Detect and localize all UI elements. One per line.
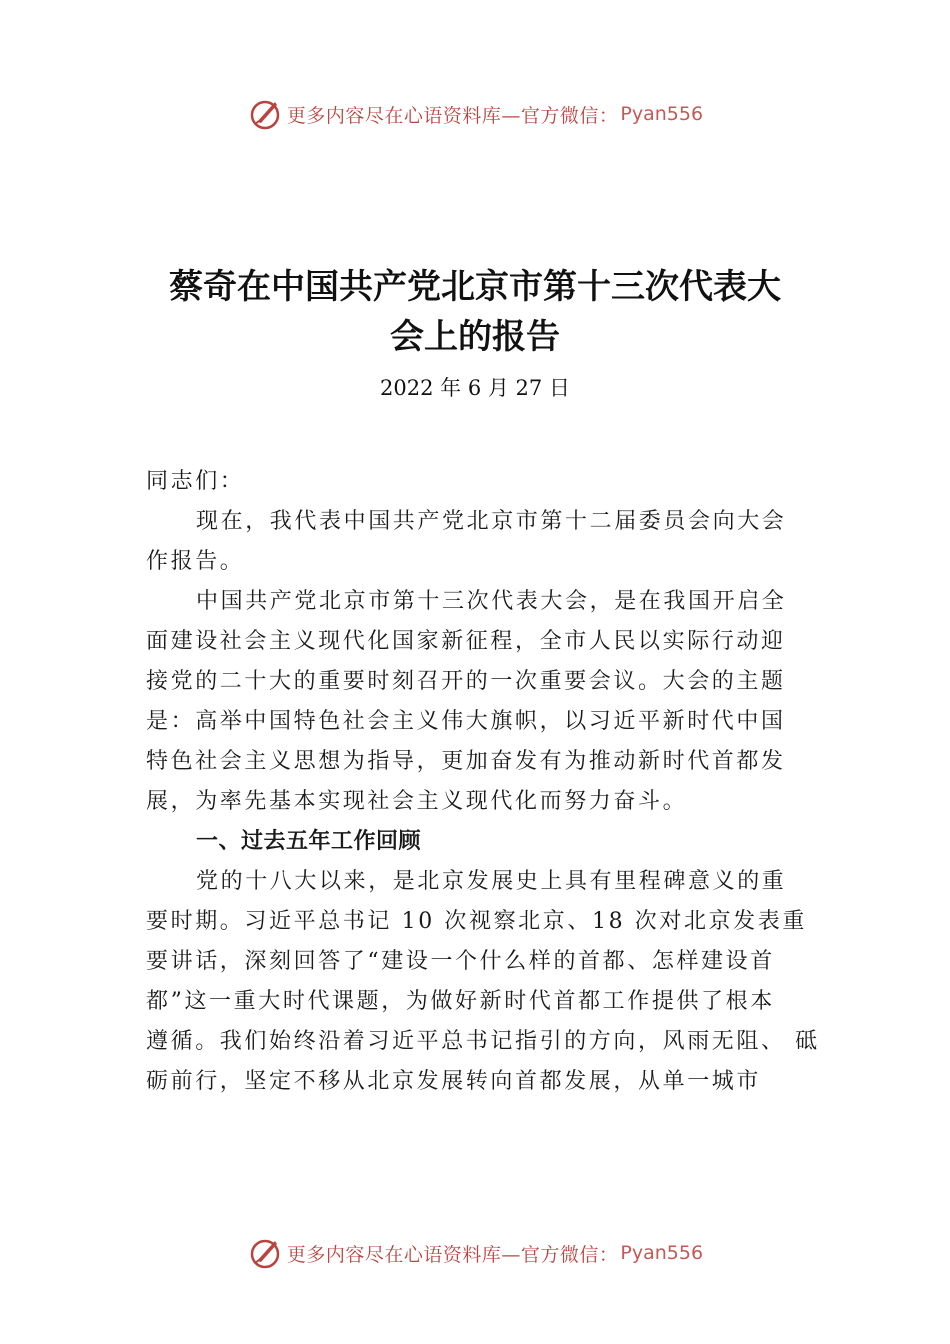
- title-line-1: 蔡奇在中国共产党北京市第十三次代表大: [169, 267, 781, 307]
- paragraph-line: 要讲话，深刻回答了“建设一个什么样的首都、怎样建设首: [146, 949, 775, 974]
- quill-seal-logo-icon: [247, 96, 283, 132]
- watermark-text: 更多内容尽在心语资料库—官方微信：: [286, 1243, 619, 1266]
- watermark-wechat-id: Pyan556: [620, 1242, 704, 1264]
- watermark-text: 更多内容尽在心语资料库—官方微信：: [286, 104, 619, 127]
- document-date: 2022 年 6 月 27 日: [380, 376, 570, 400]
- paragraph-line: 展，为率先基本实现社会主义现代化而努力奋斗。: [146, 789, 688, 814]
- section-heading: 一、过去五年工作回顾: [196, 829, 422, 854]
- paragraph-line: 作报告。: [146, 549, 245, 574]
- watermark-wechat-id: Pyan556: [620, 103, 704, 125]
- paragraph-line: 中国共产党北京市第十三次代表大会，是在我国开启全: [196, 589, 787, 614]
- bottom-watermark-banner: [0, 1233, 950, 1273]
- paragraph-line: 要时期。习近平总书记 10 次视察北京、18 次对北京发表重: [146, 909, 807, 934]
- title-line-2: 会上的报告: [390, 317, 560, 357]
- paragraph-line: 党的十八大以来，是北京发展史上具有里程碑意义的重: [196, 869, 787, 894]
- salutation: 同志们：: [146, 469, 245, 494]
- document-title: [140, 262, 810, 362]
- document-body: [146, 462, 820, 1102]
- top-watermark-banner: [0, 94, 950, 134]
- paragraph-line: 都”这一重大时代课题，为做好新时代首都工作提供了根本: [146, 989, 775, 1014]
- paragraph-line: 接党的二十大的重要时刻召开的一次重要会议。大会的主题: [146, 669, 786, 694]
- paragraph-line: 遵循。我们始终沿着习近平总书记指引的方向，风雨无阻、 砥: [146, 1029, 820, 1054]
- paragraph-line: 特色社会主义思想为指导，更加奋发有为推动新时代首都发: [146, 749, 786, 774]
- paragraph-line: 砺前行，坚定不移从北京发展转向首都发展，从单一城市: [146, 1069, 762, 1094]
- quill-seal-logo-icon: [247, 1235, 283, 1271]
- paragraph-line: 面建设社会主义现代化国家新征程，全市人民以实际行动迎: [146, 629, 786, 654]
- paragraph-line: 是：高举中国特色社会主义伟大旗帜，以习近平新时代中国: [146, 709, 786, 734]
- paragraph-line: 现在，我代表中国共产党北京市第十二届委员会向大会: [196, 509, 787, 534]
